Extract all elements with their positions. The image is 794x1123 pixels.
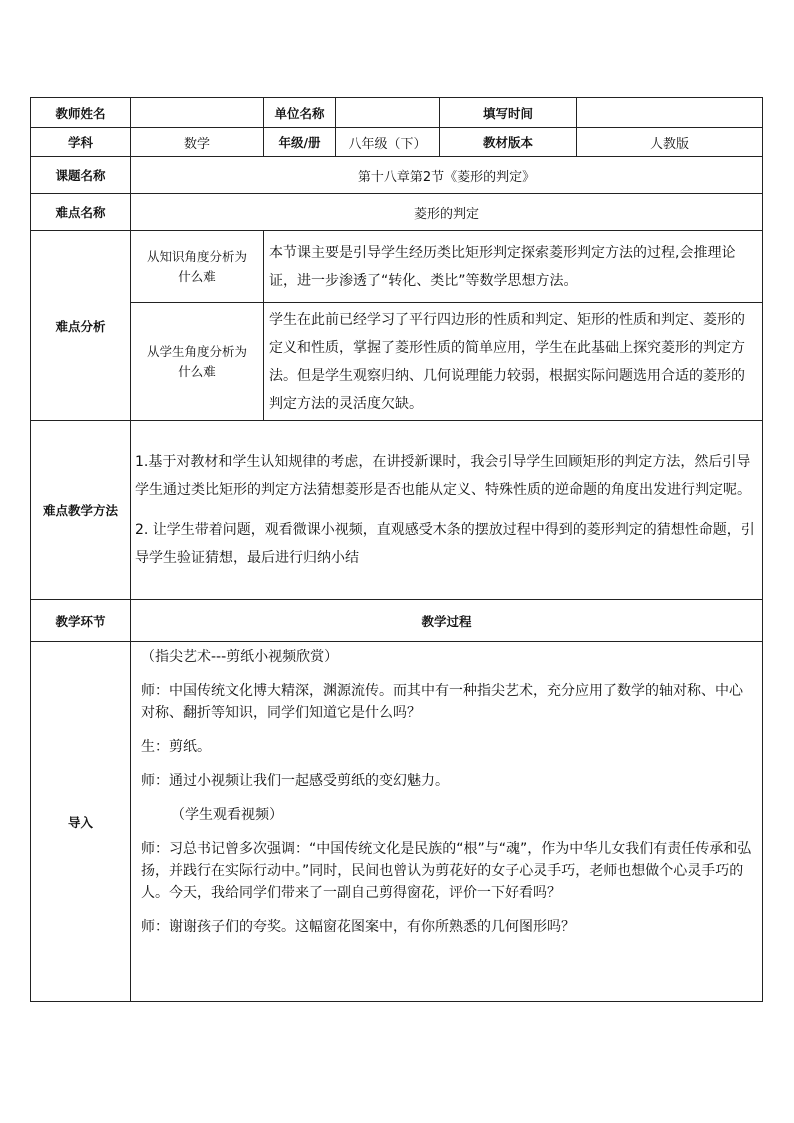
process-header-row — [31, 600, 763, 642]
intro-line: 师：中国传统文化博大精深，渊源流传。而其中有一种指尖艺术，充分应用了数学的轴对称、中心对称、翻折等知识，同学们知道它是什么吗？ — [141, 683, 743, 721]
grade-value: 八年级（下） — [336, 128, 440, 157]
intro-row — [31, 642, 763, 1002]
edition-label: 教材版本 — [440, 128, 577, 157]
knowledge-angle-text: 本节课主要是引导学生经历类比矩形判定探索菱形判定方法的过程,会推理论证，进一步渗透了“转化、类比”等数学思想方法。 — [264, 231, 763, 303]
topic-label: 课题名称 — [31, 157, 131, 194]
edition-value: 人教版 — [577, 128, 763, 157]
method-label: 难点教学方法 — [31, 421, 131, 600]
fill-time-label: 填写时间 — [440, 98, 577, 128]
subject-value: 数学 — [131, 128, 264, 157]
teacher-name-label: 教师姓名 — [31, 98, 131, 128]
knowledge-angle-label: 从知识角度分析为什么难 — [131, 231, 264, 303]
teacher-name-value — [131, 98, 264, 128]
grade-label: 年级/册 — [264, 128, 336, 157]
difficulty-label: 难点名称 — [31, 194, 131, 231]
lesson-plan-sheet — [30, 97, 762, 1002]
analysis-row-knowledge — [31, 231, 763, 303]
student-angle-label: 从学生角度分析为什么难 — [131, 303, 264, 421]
unit-name-value — [336, 98, 440, 128]
lesson-plan-table — [30, 97, 763, 1002]
intro-label: 导入 — [31, 642, 131, 1002]
fill-time-value — [577, 98, 763, 128]
intro-line: 师：通过小视频让我们一起感受剪纸的变幻魅力。 — [141, 773, 449, 789]
method-content — [131, 421, 763, 600]
header-row — [31, 98, 763, 128]
subject-label: 学科 — [31, 128, 131, 157]
difficulty-value: 菱形的判定 — [131, 194, 763, 231]
intro-line: （指尖艺术---剪纸小视频欣赏） — [141, 649, 339, 665]
student-angle-text: 学生在此前已经学习了平行四边形的性质和判定、矩形的性质和判定、菱形的定义和性质，掌握了菱形性质的简单应用，学生在此基础上探究菱形的判定方法。但是学生观察归纳、几何说理能力较弱，根据实际问题选用合适的菱形的判定方法的灵活度欠缺。 — [264, 303, 763, 421]
stage-header: 教学环节 — [31, 600, 131, 642]
topic-row — [31, 157, 763, 194]
process-header: 教学过程 — [131, 600, 763, 642]
topic-value: 第十八章第2节《菱形的判定》 — [131, 157, 763, 194]
intro-line: （学生观看视频） — [171, 807, 283, 823]
intro-process — [131, 642, 763, 1002]
method-row — [31, 421, 763, 600]
subject-row — [31, 128, 763, 157]
intro-line: 师：谢谢孩子们的夸奖。这幅窗花图案中，有你所熟悉的几何图形吗？ — [141, 919, 575, 935]
intro-line: 生：剪纸。 — [141, 739, 211, 755]
method-paragraph-1: 1.基于对教材和学生认知规律的考虑，在讲授新课时，我会引导学生回顾矩形的判定方法，然后引导学生通过类比矩形的判定方法猜想菱形是否也能从定义、特殊性质的逆命题的角度出发进行判定呢。 — [135, 454, 751, 498]
method-paragraph-2: 2. 让学生带着问题，观看微课小视频，直观感受木条的摆放过程中得到的菱形判定的猜想性命题，引导学生验证猜想，最后进行归纳小结 — [135, 522, 755, 566]
analysis-label: 难点分析 — [31, 231, 131, 421]
unit-name-label: 单位名称 — [264, 98, 336, 128]
difficulty-row — [31, 194, 763, 231]
intro-line: 师：习总书记曾多次强调：“中国传统文化是民族的“根”与“魂”，作为中华儿女我们有责任传承和弘扬，并践行在实际行动中。”同时，民间也曾认为剪花好的女子心灵手巧，老师也想做个心灵手巧的人。今天，我给同学们带来了一副自己剪得窗花，评价一下好看吗？ — [141, 841, 752, 901]
analysis-row-student — [31, 303, 763, 421]
